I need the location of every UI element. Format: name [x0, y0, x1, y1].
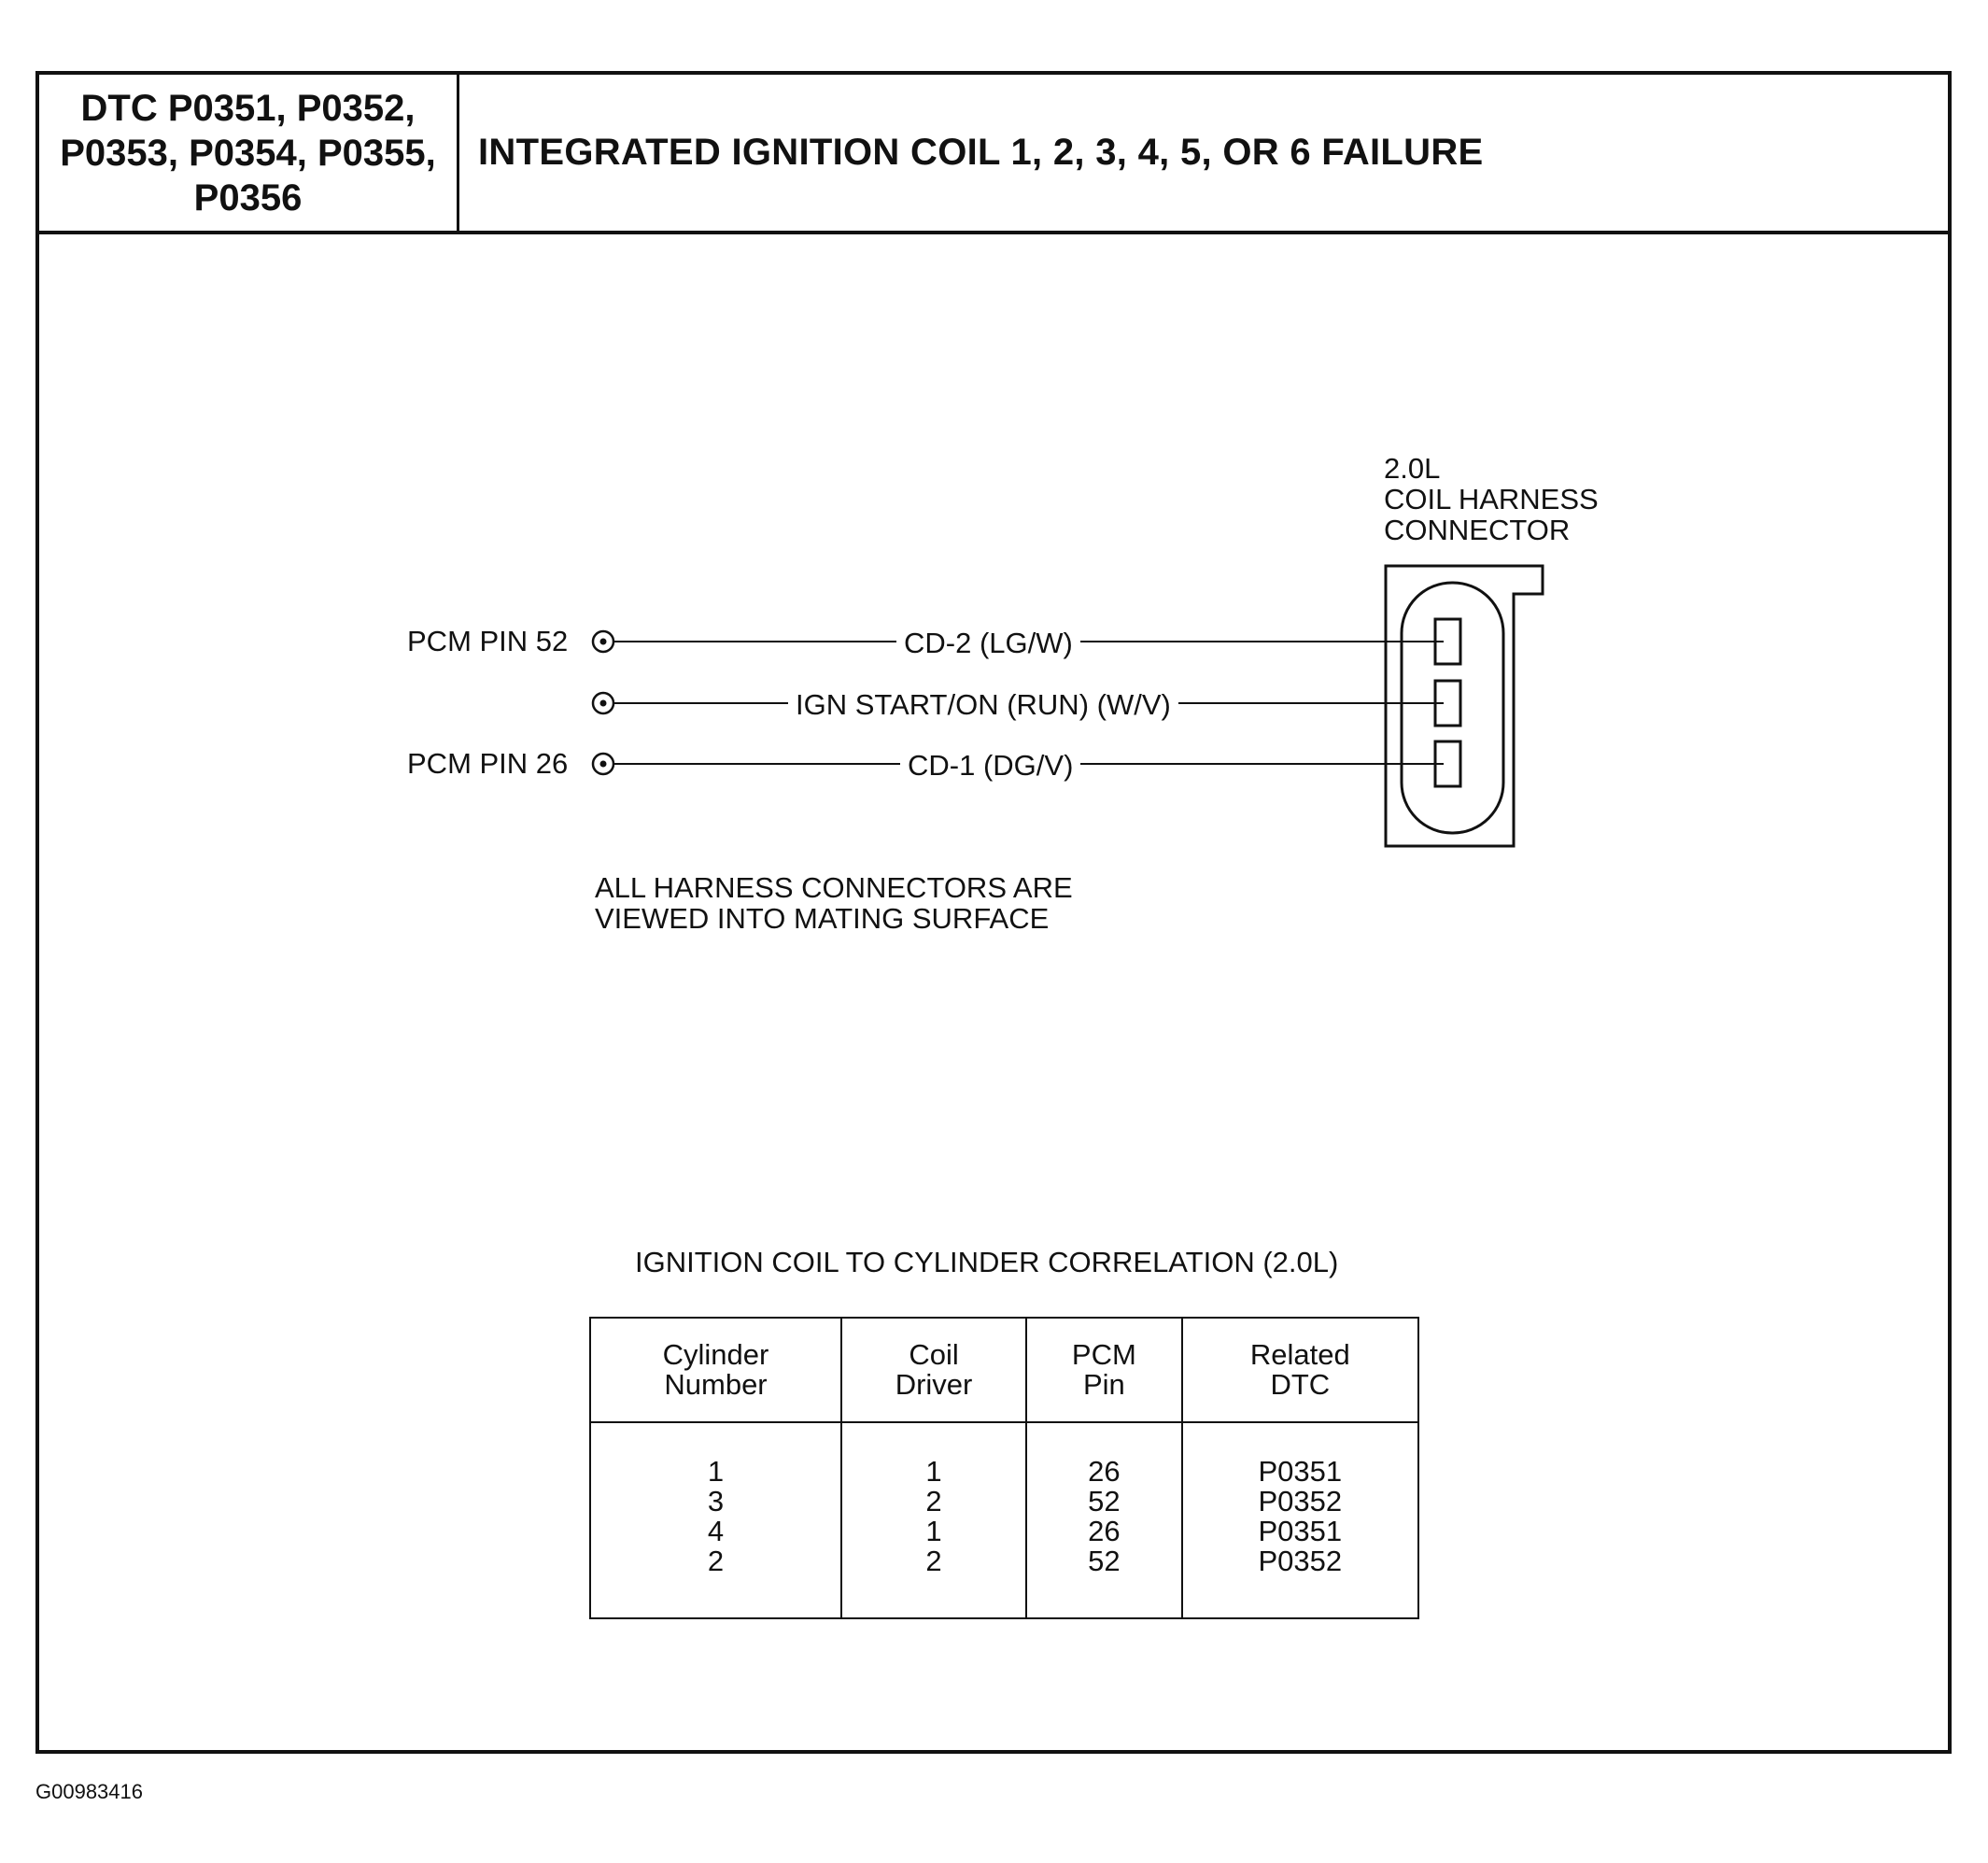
connector-label-line-3: CONNECTOR — [1384, 514, 1571, 546]
header-pcm-line-2: Pin — [1082, 1368, 1125, 1401]
table-body-row — [590, 1422, 1418, 1618]
header-cylinder-number — [590, 1318, 841, 1422]
pcm-pin-cell: 26 — [1088, 1515, 1121, 1547]
header-coil-line-2: Driver — [895, 1368, 973, 1401]
pcm-pin-cell: 52 — [1088, 1545, 1121, 1577]
connector-label — [1384, 453, 1599, 545]
coil-driver-cell: 1 — [925, 1455, 942, 1488]
related-dtc-cell: P0352 — [1258, 1545, 1343, 1577]
cylinder-number-cell: 3 — [707, 1485, 725, 1517]
header-pcm-line-1: PCM — [1071, 1338, 1136, 1371]
cylinder-number-column — [590, 1422, 841, 1618]
dtc-line-1: DTC P0351, P0352, — [80, 87, 416, 129]
header-pcm-pin — [1026, 1318, 1182, 1422]
wire-1-circuit-label: CD-2 (LG/W) — [896, 627, 1080, 660]
figure-id: G00983416 — [35, 1780, 143, 1803]
header-coil-line-1: Coil — [909, 1338, 959, 1371]
dtc-line-3: P0356 — [193, 176, 303, 219]
cylinder-number-cell: 2 — [707, 1545, 725, 1577]
pcm-pin-column — [1026, 1422, 1182, 1618]
related-dtc-cell: P0351 — [1258, 1515, 1343, 1547]
wire-1-end-dot — [600, 639, 607, 645]
related-dtc-cell: P0352 — [1258, 1485, 1343, 1517]
header-coil-driver — [841, 1318, 1026, 1422]
mating-surface-note — [595, 872, 1073, 934]
connector-label-line-1: 2.0L — [1384, 452, 1441, 485]
wire-3-pin-label: PCM PIN 26 — [407, 747, 569, 780]
dtc-line-2: P0353, P0354, P0355, — [60, 132, 436, 174]
connector-label-line-2: COIL HARNESS — [1384, 483, 1599, 515]
correlation-table — [589, 1317, 1419, 1619]
pcm-pin-cell: 26 — [1088, 1455, 1121, 1488]
header-dtc-line-2: DTC — [1270, 1368, 1331, 1401]
header-dtc-line-1: Related — [1249, 1338, 1350, 1371]
cylinder-number-cell: 4 — [707, 1515, 725, 1547]
cylinder-number-cell: 1 — [707, 1455, 725, 1488]
note-line-1: ALL HARNESS CONNECTORS ARE — [595, 871, 1073, 904]
wire-1-pin-label: PCM PIN 52 — [407, 625, 569, 657]
header-cylinder-line-2: Number — [664, 1368, 768, 1401]
related-dtc-cell: P0351 — [1258, 1455, 1343, 1488]
wire-3-circuit-label: CD-1 (DG/V) — [900, 749, 1080, 783]
header-related-dtc — [1182, 1318, 1418, 1422]
coil-driver-cell: 2 — [925, 1485, 942, 1517]
header-cylinder-line-1: Cylinder — [662, 1338, 769, 1371]
wire-2-end-dot — [600, 700, 607, 707]
related-dtc-column — [1182, 1422, 1418, 1618]
coil-driver-cell: 2 — [925, 1545, 942, 1577]
note-line-2: VIEWED INTO MATING SURFACE — [595, 902, 1050, 935]
wire-2-circuit-label: IGN START/ON (RUN) (W/V) — [788, 688, 1178, 722]
pcm-pin-cell: 52 — [1088, 1485, 1121, 1517]
coil-driver-cell: 1 — [925, 1515, 942, 1547]
table-header-row — [590, 1318, 1418, 1422]
page-title: INTEGRATED IGNITION COIL 1, 2, 3, 4, 5, OR 6 FAILURE — [478, 132, 1484, 173]
wire-3-end-dot — [600, 761, 607, 768]
table-title: IGNITION COIL TO CYLINDER CORRELATION (2.0L) — [635, 1246, 1339, 1278]
coil-driver-column — [841, 1422, 1026, 1618]
